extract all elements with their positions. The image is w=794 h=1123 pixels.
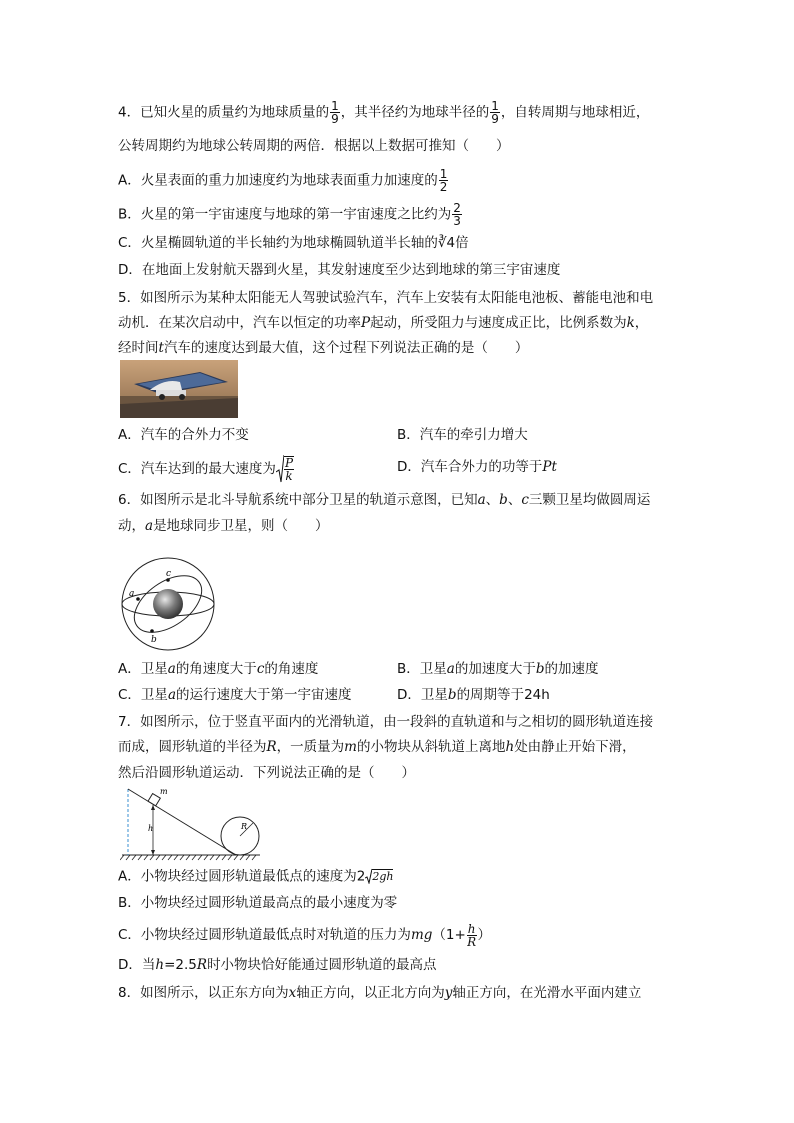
q4-line2: 公转周期约为地球公转周期的两倍．根据以上数据可推知（ ） bbox=[118, 138, 510, 154]
q6-line1: 6．如图所示是北斗导航系统中部分卫星的轨道示意图，已知a、b、c三颗卫星均做圆周运 bbox=[118, 492, 651, 508]
q4-a-frac: $\frac{1}{2}$ bbox=[439, 167, 448, 194]
q4-option-a: A．火星表面的重力加速度约为地球表面重力加速度的 $\frac{1}{2}$ bbox=[118, 167, 448, 194]
q6-option-a: A．卫星a的角速度大于c的角速度 bbox=[118, 661, 319, 677]
label-c: c bbox=[166, 569, 172, 579]
q6-option-c: C．卫星a的运行速度大于第一宇宙速度 bbox=[118, 687, 352, 703]
q4-frac1: $\frac{1}{9}$ bbox=[331, 99, 339, 126]
satellite-a bbox=[136, 597, 140, 601]
q8-line1: 8．如图所示，以正东方向为x轴正方向，以正北方向为y轴正方向，在光滑水平面内建立 bbox=[118, 985, 642, 1001]
q6-line2: 动，a是地球同步卫星，则（ ） bbox=[118, 518, 329, 534]
q7-option-b: B．小物块经过圆形轨道最高点的最小速度为零 bbox=[118, 895, 398, 911]
q5-line2: 动机．在某次启动中，汽车以恒定的功率P起动，所受阻力与速度成正比，比例系数为k， bbox=[118, 315, 649, 331]
q5-line3: 经时间t汽车的速度达到最大值，这个过程下列说法正确的是（ ） bbox=[118, 340, 529, 356]
earth bbox=[153, 589, 183, 619]
incline-track bbox=[128, 789, 236, 855]
ramp-loop-diagram bbox=[120, 785, 262, 861]
block bbox=[148, 794, 160, 806]
label-a: a bbox=[129, 589, 135, 599]
satellite-b bbox=[150, 629, 154, 633]
q7-option-d: D．当h=2.5R时小物块恰好能通过圆形轨道的最高点 bbox=[118, 957, 437, 973]
q5-line1: 5．如图所示为某种太阳能无人驾驶试验汽车，汽车上安装有太阳能电池板、蓄能电池和电 bbox=[118, 290, 654, 306]
ground-hatch bbox=[120, 855, 256, 860]
q4-option-c: C．火星椭圆轨道的半长轴约为地球椭圆轨道半长轴的∛4倍 bbox=[118, 235, 469, 251]
label-h: h bbox=[148, 824, 154, 833]
q7-line2: 而成，圆形轨道的半径为R，一质量为m的小物块从斜轨道上离地h处由静止开始下滑， bbox=[118, 739, 636, 755]
q5-option-b: B．汽车的牵引力增大 bbox=[397, 427, 528, 443]
q5-sqrt: $\frac{P}{k}$ bbox=[276, 454, 295, 484]
q5-option-d: D．汽车合外力的功等于Pt bbox=[397, 459, 557, 475]
q7-option-c: C．小物块经过圆形轨道最低点时对轨道的压力为mg（1+ $\frac{h}{R}$ ） bbox=[118, 921, 492, 949]
q6-option-d: D．卫星b的周期等于24h bbox=[397, 687, 550, 703]
q7-option-a: A．小物块经过圆形轨道最低点的速度为2 2gh bbox=[118, 866, 393, 887]
q7-sqrt: 2gh bbox=[365, 866, 393, 887]
label-b: b bbox=[151, 635, 157, 645]
label-r: R bbox=[241, 822, 248, 831]
q7-line1: 7．如图所示，位于竖直平面内的光滑轨道，由一段斜的直轨道和与之相切的圆形轨道连接 bbox=[118, 714, 654, 730]
q4-frac2: $\frac{1}{9}$ bbox=[491, 99, 499, 126]
q7-c-frac: $\frac{h}{R}$ bbox=[467, 921, 477, 949]
q4-option-d: D．在地面上发射航天器到火星，其发射速度至少达到地球的第三宇宙速度 bbox=[118, 262, 561, 278]
q6-option-b: B．卫星a的加速度大于b的加速度 bbox=[397, 661, 599, 677]
solar-car-photo bbox=[120, 360, 238, 418]
q4-option-b: B．火星的第一宇宙速度与地球的第一宇宙速度之比约为 $\frac{2}{3}$ bbox=[118, 201, 461, 228]
q4-b-frac: $\frac{2}{3}$ bbox=[453, 201, 461, 228]
orbit-diagram bbox=[120, 556, 216, 652]
q7-line3: 然后沿圆形轨道运动．下列说法正确的是（ ） bbox=[118, 765, 415, 781]
q4-text: 4．已知火星的质量约为地球质量的 bbox=[118, 104, 330, 121]
label-m: m bbox=[160, 787, 168, 796]
q4-line1: 4．已知火星的质量约为地球质量的 $\frac{1}{9}$ ，其半径约为地球半径的 $\frac{1}{9}$ ，自转周期与地球相近， bbox=[118, 99, 650, 126]
q5-option-a: A．汽车的合外力不变 bbox=[118, 427, 249, 443]
q5-option-c: C．汽车达到的最大速度为 $\frac{P}{k}$ bbox=[118, 456, 294, 483]
